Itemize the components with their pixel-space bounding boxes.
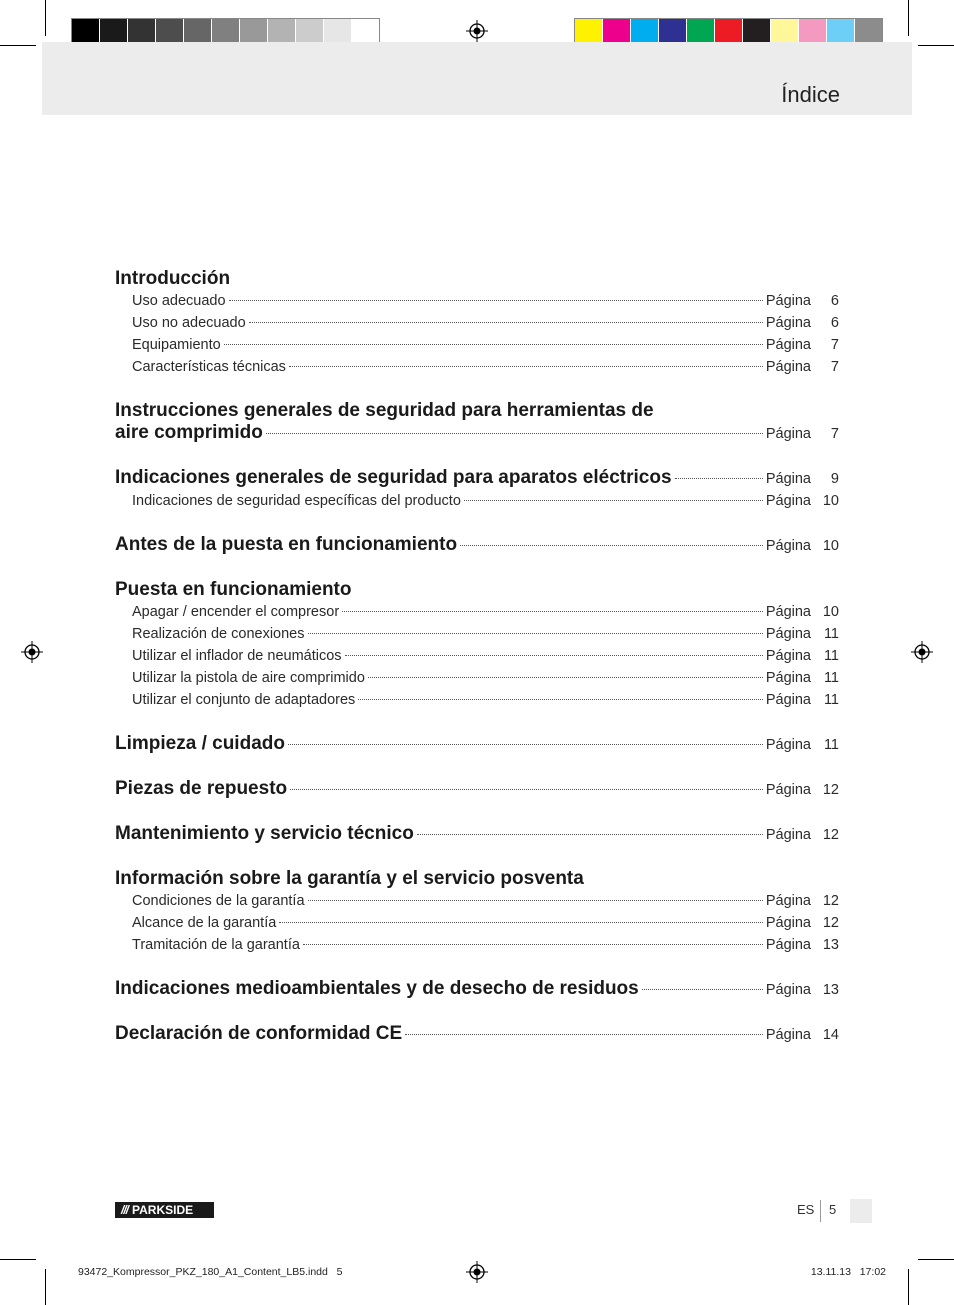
toc-section-introduccion	[115, 268, 839, 378]
toc-entry: Equipamiento Página 7	[132, 337, 839, 353]
registration-mark-icon	[911, 641, 933, 663]
section-heading: Limpieza / cuidado Página 11	[115, 733, 839, 754]
registration-mark-icon	[466, 20, 488, 42]
toc-entry: Condiciones de la garantía Página 12	[132, 893, 839, 909]
toc-section-garantia	[115, 868, 839, 956]
page-tab	[850, 1199, 872, 1223]
toc-section-limpieza	[115, 733, 839, 756]
footer-divider	[820, 1200, 821, 1222]
toc-entry: Uso adecuado Página 6	[132, 293, 839, 309]
section-heading: Declaración de conformidad CE Página 14	[115, 1023, 839, 1044]
toc-entry: Tramitación de la garantía Página 13	[132, 937, 839, 953]
toc-section-puesta	[115, 579, 839, 711]
page-title: Índice	[781, 82, 840, 107]
section-heading: Información sobre la garantía y el servicio posventa	[115, 868, 584, 889]
section-heading: Piezas de repuesto Página 12	[115, 778, 839, 799]
crop-mark	[45, 1269, 46, 1305]
crop-mark	[45, 0, 46, 36]
crop-mark	[908, 0, 909, 36]
crop-mark	[918, 1259, 954, 1260]
toc-section-instrucciones	[115, 400, 839, 445]
section-heading: Introducción	[115, 268, 231, 289]
section-heading: Puesta en funcionamiento	[115, 579, 352, 600]
section-heading: Indicaciones generales de seguridad para aparatos eléctricos Página 9	[115, 467, 839, 488]
crop-mark	[918, 45, 954, 46]
crop-mark	[0, 45, 36, 46]
toc-entry: Utilizar el inflador de neumáticos Página 11	[132, 648, 839, 664]
toc-section-medioambientales	[115, 978, 839, 1001]
toc-section-declaracion	[115, 1023, 839, 1046]
toc-entry: Utilizar el conjunto de adaptadores Página 11	[132, 692, 839, 708]
page-number: 5	[829, 1202, 837, 1217]
toc-section-piezas	[115, 778, 839, 801]
section-heading: Antes de la puesta en funcionamiento Página 10	[115, 534, 839, 555]
table-of-contents	[115, 268, 839, 1046]
section-heading: Indicaciones medioambientales y de desecho de residuos Página 13	[115, 978, 839, 999]
crop-mark	[0, 1259, 36, 1260]
section-heading: Mantenimiento y servicio técnico Página 12	[115, 823, 839, 844]
toc-entry: Uso no adecuado Página 6	[132, 315, 839, 331]
toc-entry: Indicaciones de seguridad específicas del producto Página 10	[132, 493, 839, 509]
toc-entry: Apagar / encender el compresor Página 10	[132, 604, 839, 620]
print-slug-filename: 93472_Kompressor_PKZ_180_A1_Content_LB5.indd 5	[78, 1266, 343, 1278]
print-slug-date: 13.11.13 17:02	[810, 1266, 886, 1278]
section-heading: Instrucciones generales de seguridad para herramientas de aire comprimido Página 7	[115, 400, 839, 443]
toc-entry: Características técnicas Página 7	[132, 359, 839, 375]
toc-section-indicaciones	[115, 467, 839, 512]
crop-mark	[908, 1269, 909, 1305]
toc-entry: Utilizar la pistola de aire comprimido Página 11	[132, 670, 839, 686]
toc-section-mantenimiento	[115, 823, 839, 846]
toc-entry: Alcance de la garantía Página 12	[132, 915, 839, 931]
parkside-logo: /// PARKSIDE	[115, 1202, 214, 1218]
registration-mark-icon	[21, 641, 43, 663]
toc-section-antes	[115, 534, 839, 557]
toc-entry: Realización de conexiones Página 11	[132, 626, 839, 642]
language-code: ES	[797, 1202, 815, 1217]
registration-mark-icon	[466, 1261, 488, 1283]
